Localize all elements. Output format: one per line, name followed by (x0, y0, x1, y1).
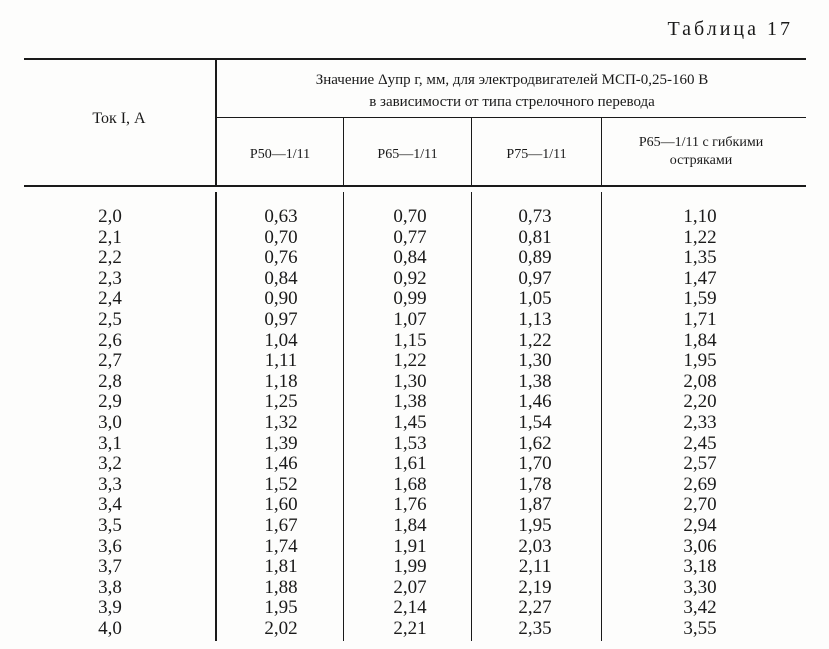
table-cell-r50: 1,67 (264, 514, 298, 536)
col-divider-3-body (601, 192, 602, 641)
table-cell-r75: 0,89 (518, 247, 552, 269)
table-cell-r65: 0,99 (393, 288, 427, 310)
table-cell-r65f: 2,69 (683, 473, 717, 495)
header-current: Ток I, А (92, 110, 146, 127)
table-cell-current: 3,1 (98, 432, 122, 454)
col-divider-current (215, 60, 217, 185)
table-cell-r75: 2,19 (518, 576, 552, 598)
table-cell-r65f: 3,18 (683, 556, 717, 578)
header-col-r65-flex: Р65—1/11 с гибкими остряками (638, 135, 764, 168)
table-cell-r75: 1,78 (518, 473, 552, 495)
table-cell-r65: 0,92 (393, 267, 427, 289)
header-bottom-rule (24, 185, 806, 187)
table-cell-r65: 1,68 (393, 473, 427, 495)
column-current (70, 207, 150, 639)
table-cell-r65f: 1,95 (683, 350, 717, 372)
table-cell-r65: 1,45 (393, 411, 427, 433)
table-cell-r65f: 1,22 (683, 226, 717, 248)
table-cell-current: 4,0 (98, 617, 122, 639)
table-cell-r65: 1,22 (393, 350, 427, 372)
table-cell-current: 3,8 (98, 576, 122, 598)
column-r65 (365, 207, 455, 639)
table-cell-current: 3,9 (98, 597, 122, 619)
table-cell-current: 3,6 (98, 535, 122, 557)
table-cell-r65: 0,70 (393, 206, 427, 227)
table-cell-r65f: 3,30 (683, 576, 717, 598)
table-cell-r65f: 2,45 (683, 432, 717, 454)
table-cell-r65: 2,14 (393, 597, 427, 619)
table-cell-r65: 1,30 (393, 370, 427, 392)
table-cell-r75: 1,38 (518, 370, 552, 392)
table-cell-r50: 1,46 (264, 453, 298, 475)
table-cell-r65: 1,91 (393, 535, 427, 557)
table-cell-r65f: 2,08 (683, 370, 717, 392)
table-cell-r65: 1,84 (393, 514, 427, 536)
table-cell-r50: 1,95 (264, 597, 298, 619)
table-cell-r75: 2,35 (518, 617, 552, 639)
table-cell-r65f: 3,55 (683, 617, 717, 639)
table-cell-r50: 1,74 (264, 535, 298, 557)
table-cell-current: 3,3 (98, 473, 122, 495)
table-cell-r50: 1,18 (264, 370, 298, 392)
col-divider-1-body (343, 192, 344, 641)
table-cell-current: 3,4 (98, 494, 122, 516)
table-cell-current: 2,4 (98, 288, 122, 310)
table-cell-r65: 1,61 (393, 453, 427, 475)
header-col-r65: Р65—1/11 (377, 147, 438, 162)
table-cell-r75: 1,54 (518, 411, 552, 433)
table-cell-current: 3,2 (98, 453, 122, 475)
table-cell-current: 2,7 (98, 350, 122, 372)
table-cell-r65: 1,53 (393, 432, 427, 454)
top-rule (24, 58, 806, 60)
table-cell-r50: 1,04 (264, 329, 298, 351)
table-cell-current: 2,3 (98, 267, 122, 289)
table-cell-r65f: 2,94 (683, 514, 717, 536)
table-cell-r75: 0,97 (518, 267, 552, 289)
table-cell-r65f: 1,10 (683, 206, 717, 227)
group-header-rule (216, 117, 806, 118)
header-col-r75: Р75—1/11 (506, 147, 567, 162)
table-cell-r50: 1,39 (264, 432, 298, 454)
table-cell-r65f: 1,59 (683, 288, 717, 310)
col-divider-3-head (601, 118, 602, 185)
table-cell-current: 2,1 (98, 226, 122, 248)
table-cell-r75: 1,22 (518, 329, 552, 351)
table-cell-r75: 2,03 (518, 535, 552, 557)
header-col-r50: Р50—1/11 (249, 147, 311, 162)
table-cell-r50: 1,25 (264, 391, 298, 413)
table-cell-r50: 1,60 (264, 494, 298, 516)
col-divider-current-body (215, 192, 217, 641)
table-cell-r50: 0,84 (264, 267, 298, 289)
column-r75 (490, 207, 580, 639)
table-number: Таблица 17 (667, 18, 793, 40)
table-cell-r75: 1,13 (518, 308, 552, 330)
table-cell-r65: 1,38 (393, 391, 427, 413)
table-cell-r65: 2,21 (393, 617, 427, 639)
table-cell-r65: 1,76 (393, 494, 427, 516)
table-cell-r65f: 2,57 (683, 453, 717, 475)
table-cell-current: 3,5 (98, 514, 122, 536)
table-cell-r65f: 1,35 (683, 247, 717, 269)
table-cell-r65f: 2,20 (683, 391, 717, 413)
table-cell-r65f: 1,47 (683, 267, 717, 289)
table-cell-r75: 1,70 (518, 453, 552, 475)
table-cell-current: 2,5 (98, 308, 122, 330)
header-group-title-line2: в зависимости от типа стрелочного перевода (369, 94, 655, 110)
table-cell-current: 2,2 (98, 247, 122, 269)
table-cell-r65f: 3,06 (683, 535, 717, 557)
table-cell-r75: 1,62 (518, 432, 552, 454)
table-cell-r50: 0,63 (264, 206, 298, 227)
table-cell-current: 2,9 (98, 391, 122, 413)
table-cell-r50: 2,02 (264, 617, 298, 639)
table-cell-current: 2,0 (98, 206, 122, 227)
column-r65-flex (655, 207, 745, 639)
table-cell-r50: 0,70 (264, 226, 298, 248)
table-cell-r75: 1,95 (518, 514, 552, 536)
table-cell-r65f: 2,70 (683, 494, 717, 516)
table-cell-r65f: 2,33 (683, 411, 717, 433)
table-cell-r65: 1,99 (393, 556, 427, 578)
table-cell-r65: 2,07 (393, 576, 427, 598)
table-cell-r50: 0,90 (264, 288, 298, 310)
table-cell-current: 2,6 (98, 329, 122, 351)
table-cell-r50: 1,11 (264, 350, 298, 372)
table-cell-r50: 1,81 (264, 556, 298, 578)
column-r50 (236, 207, 326, 639)
table-cell-r65: 0,77 (393, 226, 427, 248)
table-cell-current: 3,0 (98, 411, 122, 433)
table-cell-r75: 1,05 (518, 288, 552, 310)
table-cell-r50: 0,97 (264, 308, 298, 330)
table-cell-r65f: 1,71 (683, 308, 717, 330)
table-cell-r65: 1,15 (393, 329, 427, 351)
table-cell-r75: 1,46 (518, 391, 552, 413)
table-cell-r50: 1,52 (264, 473, 298, 495)
col-divider-2-body (471, 192, 472, 641)
header-group-title-line1: Значение Δупр г, мм, для электродвигателей МСП-0,25-160 В (315, 72, 709, 88)
table-cell-r50: 1,32 (264, 411, 298, 433)
table-cell-r65: 0,84 (393, 247, 427, 269)
table-cell-r75: 1,87 (518, 494, 552, 516)
table-cell-r75: 2,27 (518, 597, 552, 619)
table-cell-r75: 0,73 (518, 206, 552, 227)
table-cell-r50: 0,76 (264, 247, 298, 269)
table-cell-r50: 1,88 (264, 576, 298, 598)
table-cell-r75: 0,81 (518, 226, 552, 248)
table-cell-current: 2,8 (98, 370, 122, 392)
table-cell-r75: 2,11 (518, 556, 552, 578)
table-cell-r75: 1,30 (518, 350, 552, 372)
table-cell-r65f: 3,42 (683, 597, 717, 619)
table-cell-current: 3,7 (98, 556, 122, 578)
table-cell-r65: 1,07 (393, 308, 427, 330)
table-cell-r65f: 1,84 (683, 329, 717, 351)
